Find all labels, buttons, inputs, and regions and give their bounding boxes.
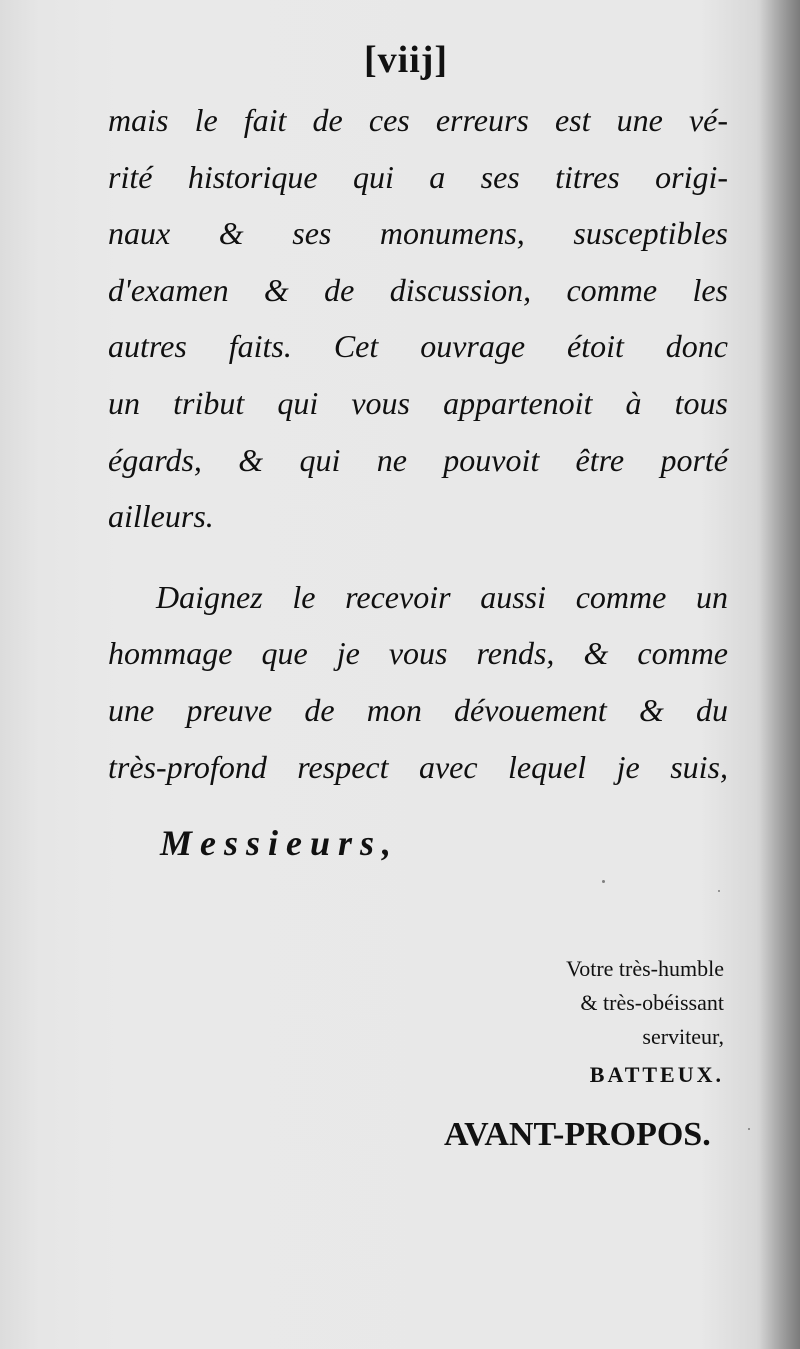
text-line-4: d'examen & de discussion, comme les — [108, 271, 728, 308]
paragraph-gap — [108, 545, 728, 569]
text-line-6: un tribut qui vous appartenoit à tous — [108, 384, 728, 421]
next-section-title: AVANT-PROPOS. — [444, 1116, 711, 1153]
text-line-11: une preuve de mon dévouement & du — [108, 691, 728, 728]
text-line-10: hommage que je vous rends, & comme — [108, 635, 728, 672]
text-line-7: égards, & qui ne pouvoit être porté — [108, 441, 728, 478]
text-line-9: Daignez le recevoir aussi comme un — [156, 578, 728, 615]
paper-speck — [602, 880, 605, 883]
main-text-block — [108, 92, 728, 795]
paper-speck — [748, 1128, 750, 1130]
text-line-3: naux & ses monumens, susceptibles — [108, 215, 728, 252]
text-line-2: rité historique qui a ses titres origi- — [108, 158, 728, 195]
text-line-8: ailleurs. — [108, 498, 214, 535]
text-line-5: autres faits. Cet ouvrage étoit donc — [108, 328, 728, 365]
signature-line-3: serviteur, — [642, 1024, 724, 1049]
page-header: [viij] — [364, 39, 449, 81]
text-line-12: très-profond respect avec lequel je suis, — [108, 748, 728, 785]
text-line-1: mais le fait de ces erreurs est une vé- — [108, 102, 728, 138]
book-gutter-shadow — [756, 0, 800, 1349]
paper-speck — [718, 890, 720, 892]
signature-block — [484, 952, 724, 1092]
signature-line-1: Votre très-humble — [566, 956, 724, 981]
paper-speck — [676, 1035, 678, 1037]
signature-name: BATTEUX. — [589, 1062, 724, 1087]
signature-line-2: & très-obéissant — [580, 990, 724, 1015]
salutation: Messieurs, — [160, 823, 400, 863]
